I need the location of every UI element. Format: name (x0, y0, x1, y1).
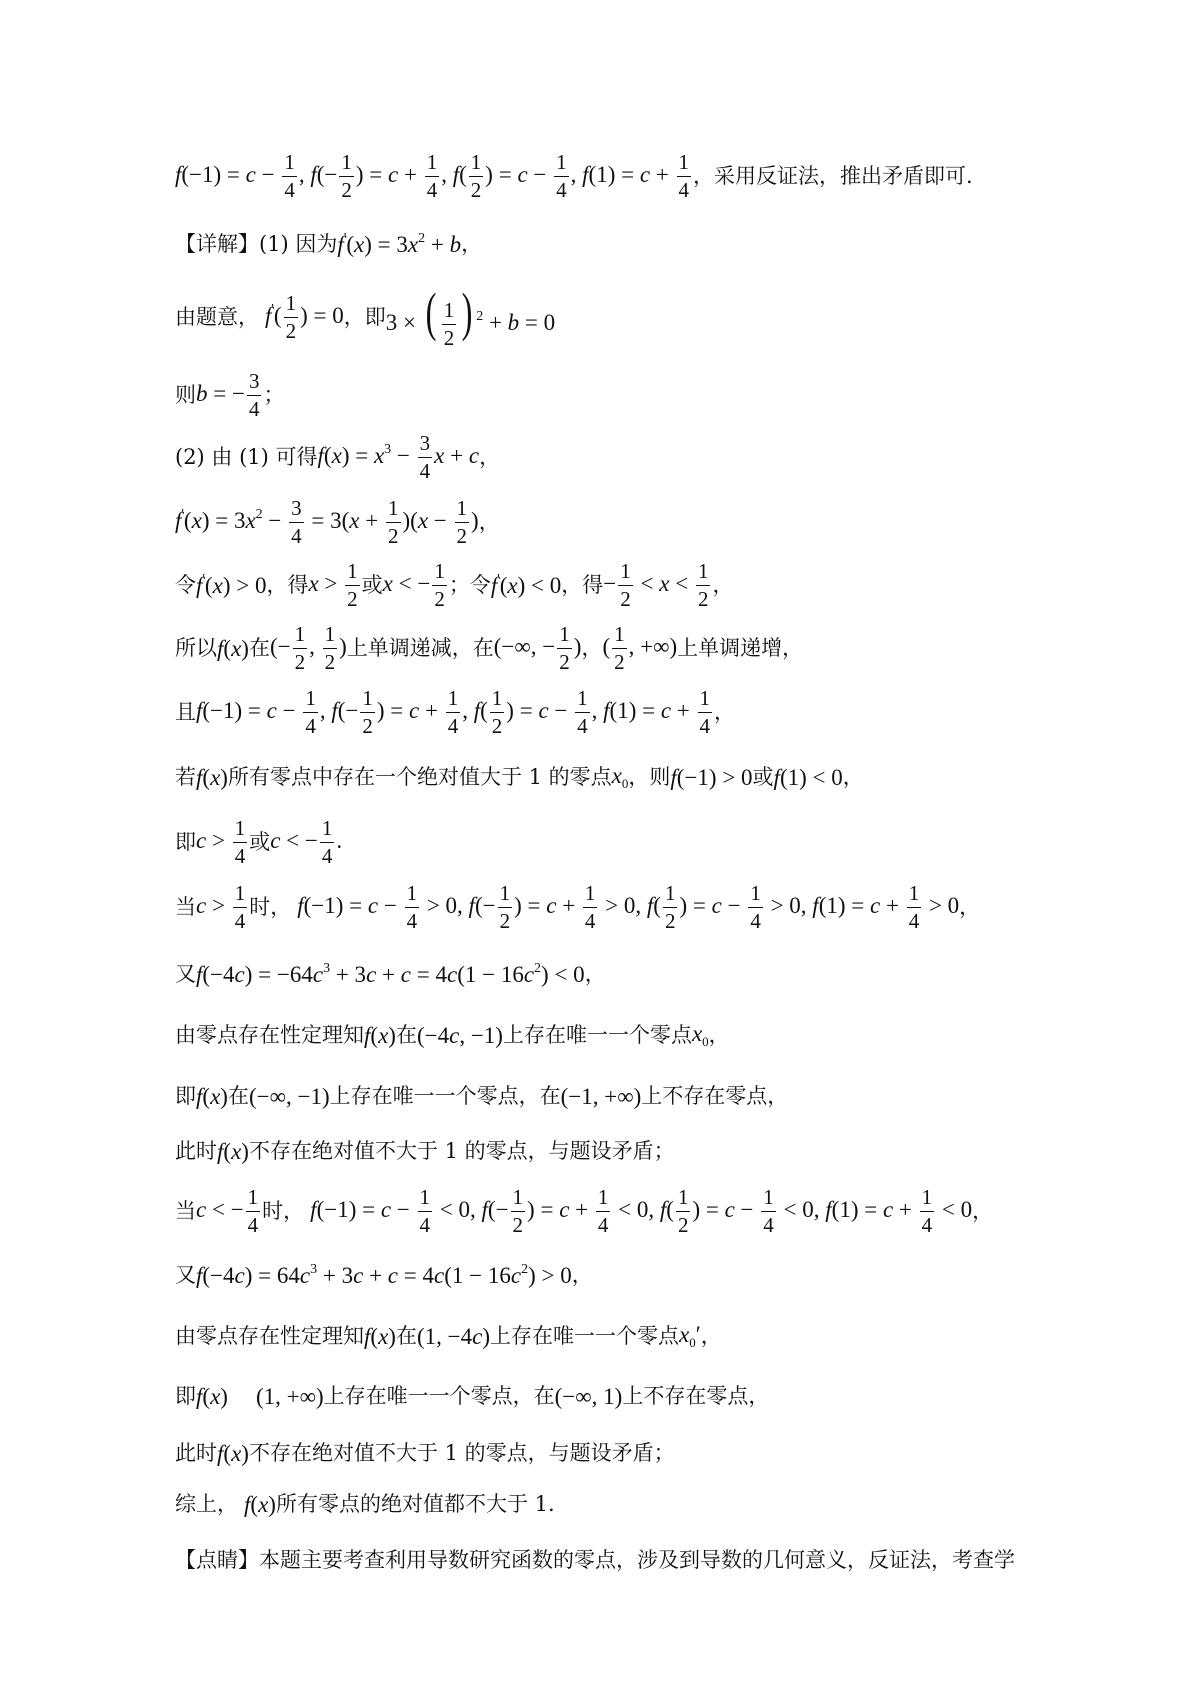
text-line: 当 c < − $\frac{1}{4}$ 时， f(−1) = c − $\frac{1}{4}$ < 0, f(− $\frac{1}{2}$ ) = c + $\frac{1}{4}$ < 0, f( $\frac{1}{2}$ ) = c − $\frac{1}{4}$ < 0, f(1) = c + $\frac{1}{4}$ < 0 ， (175, 1184, 994, 1237)
text-line: 若 f(x) 所有零点中存在一个绝对值大于 1 的零点 $x_0$ ，则 f(−1) > 0 或 f(1) < 0 ， (175, 763, 864, 791)
text-line: 由零点存在性定理知 f(x) 在 (1, −4c) 上存在唯一一个零点 $x_0'$ ， (175, 1322, 722, 1350)
text-line: 即 c > $\frac{1}{4}$ 或 c < − $\frac{1}{4}$ . (175, 815, 343, 868)
text-line: 【详解】(1) 因为 $f'(x) = 3x^2 + b$ ， (175, 231, 483, 257)
text-line: 综上， f(x) 所有零点的绝对值都不大于 1. (175, 1491, 555, 1517)
text-line: 又 $f(-4c) = 64c^3 + 3c + c = 4c(1 - 16c^2) > 0$ ， (175, 1262, 593, 1288)
text-line: 即 f(x) 在 (−∞, −1) 上存在唯一一个零点，在 (−1, +∞) 上不存在零点， (175, 1083, 789, 1109)
text-line: 由零点存在性定理知 f(x) 在 (−4c, −1) 上存在唯一一个零点 $x_0$ ， (175, 1021, 730, 1049)
text-line: 此时 f(x) 不存在绝对值不大于 1 的零点，与题设矛盾； (175, 1440, 675, 1466)
text-line: 【点睛】本题主要考查利用导数研究函数的零点，涉及到导数的几何意义，反证法，考查学 (175, 1547, 1015, 1572)
text-line: 此时 f(x) 不存在绝对值不大于 1 的零点，与题设矛盾； (175, 1138, 675, 1164)
text-line: 且 f(−1) = c − $\frac{1}{4}$ , f(− $\frac{1}{2}$ ) = c + $\frac{1}{4}$ , f( $\frac{1}{2}$ ) = c − $\frac{1}{4}$ , f(1) = c + $\frac{1}{4}$ ， (175, 685, 736, 738)
text-line: 则 b = − $\frac{3}{4}$ ； (175, 368, 285, 421)
text-line: (2) 由 (1) 可得 $f(x) = x^3$ − $\frac{3}{4}$ x + c ， (175, 430, 501, 483)
text-line: 所以 f(x) 在 (− $\frac{1}{2}$ , $\frac{1}{2}$ ) 上单调递减，在 (−∞, − $\frac{1}{2}$ ) ， ( $\frac{1}{2}$ , +∞) 上单调递增， (175, 621, 804, 674)
text-line: 由题意， f'( $\frac{1}{2}$ ) = 0 ，即 3 × ( $\frac{1}{2}$ ) $^2$ + b = 0 (175, 281, 556, 351)
text-line: 令 f'(x) > 0 ，得 x > $\frac{1}{2}$ 或 x < − $\frac{1}{2}$ ；令 f'(x) < 0 ，得 − $\frac{1}{2}$ < x < $\frac{1}{2}$ ， (175, 558, 734, 611)
text-line: $f'(x) = 3x^2$ − $\frac{3}{4}$ = 3(x + $\frac{1}{2}$ )(x − $\frac{1}{2}$ ) ， (175, 495, 500, 548)
text-line: 又 $f(-4c) = -64c^3 + 3c + c = 4c(1 - 16c^2) < 0$ ， (175, 961, 606, 987)
text-line: 当 c > $\frac{1}{4}$ 时， f(−1) = c − $\frac{1}{4}$ > 0, f(− $\frac{1}{2}$ ) = c + $\frac{1}{4}$ > 0, f( $\frac{1}{2}$ ) = c − $\frac{1}{4}$ > 0, f(1) = c + $\frac{1}{4}$ > 0 ， (175, 880, 981, 933)
text-line: f(−1) = c − $\frac{1}{4}$ , f(− $\frac{1}{2}$ ) = c + $\frac{1}{4}$ , f( $\frac{1}{2}$ ) = c − $\frac{1}{4}$ , f(1) = c + $\frac{1}{4}$ ，采用反证法，推出矛盾即可. (175, 149, 973, 202)
text-line: 即 f(x) (1, +∞) 上存在唯一一个零点，在 (−∞, 1) 上不存在零点， (175, 1383, 770, 1409)
